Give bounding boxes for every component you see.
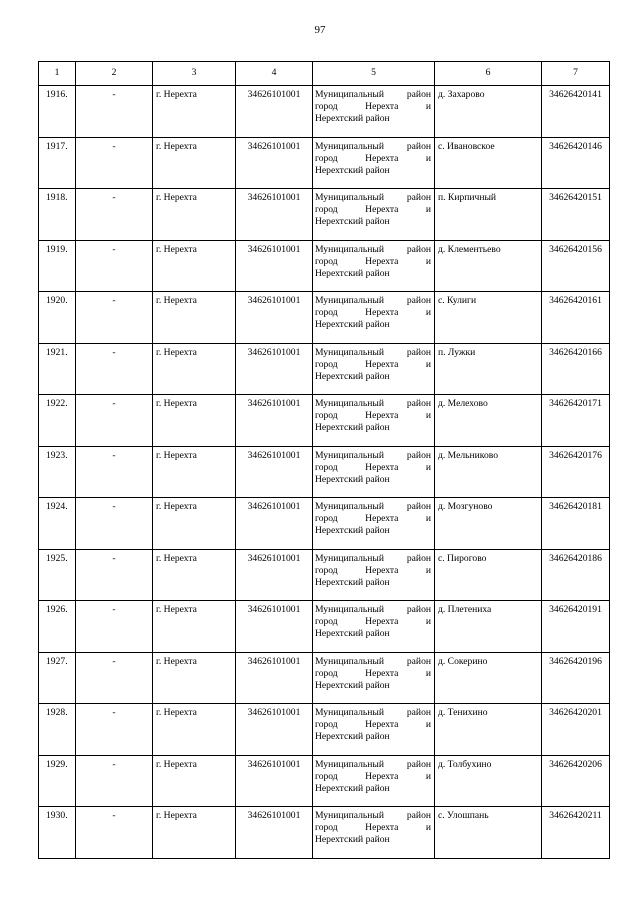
table-row bbox=[39, 755, 610, 807]
municipality-word: и bbox=[425, 667, 431, 679]
column-header: 5 bbox=[313, 62, 435, 86]
settlement-okato-code: 34626420151 bbox=[542, 189, 610, 241]
table-row bbox=[39, 807, 610, 859]
municipality-word: город bbox=[315, 616, 338, 628]
town-okato-code: 34626101001 bbox=[236, 137, 313, 189]
town-okato-code: 34626101001 bbox=[236, 343, 313, 395]
page-number: 97 bbox=[314, 24, 326, 36]
town-okato-code: 34626101001 bbox=[236, 498, 313, 550]
municipality-line-1 bbox=[315, 707, 431, 719]
row-number: 1923. bbox=[39, 446, 76, 498]
row-number: 1930. bbox=[39, 807, 76, 859]
town-name: г. Нерехта bbox=[153, 446, 236, 498]
town-name: г. Нерехта bbox=[153, 343, 236, 395]
column-2-value: - bbox=[76, 652, 153, 704]
town-name: г. Нерехта bbox=[153, 755, 236, 807]
municipality-word: город bbox=[315, 461, 338, 473]
settlement-okato-code: 34626420146 bbox=[542, 137, 610, 189]
town-name: г. Нерехта bbox=[153, 189, 236, 241]
municipality-word: Муниципальный bbox=[315, 758, 384, 770]
municipality-line-3: Нерехтский район bbox=[315, 422, 390, 434]
municipality-word: и bbox=[425, 152, 431, 164]
settlement-okato-code: 34626420141 bbox=[542, 86, 610, 138]
table-row bbox=[39, 292, 610, 344]
town-name: г. Нерехта bbox=[153, 240, 236, 292]
column-2-value: - bbox=[76, 446, 153, 498]
settlement-name: с. Пирогово bbox=[435, 549, 542, 601]
row-number: 1916. bbox=[39, 86, 76, 138]
row-number: 1920. bbox=[39, 292, 76, 344]
municipality-line-2 bbox=[315, 719, 431, 731]
town-okato-code: 34626101001 bbox=[236, 292, 313, 344]
row-number: 1922. bbox=[39, 395, 76, 447]
municipality-word: и bbox=[425, 719, 431, 731]
municipality-line-3: Нерехтский район bbox=[315, 267, 390, 279]
table-row bbox=[39, 137, 610, 189]
municipality-line-2 bbox=[315, 256, 431, 268]
settlement-name: с. Кулиги bbox=[435, 292, 542, 344]
settlement-name: д. Захарово bbox=[435, 86, 542, 138]
municipality-word: Нерехта bbox=[365, 461, 399, 473]
municipality-word: район bbox=[406, 192, 431, 203]
municipality-word: и bbox=[425, 255, 431, 267]
column-header: 6 bbox=[435, 62, 542, 86]
town-okato-code: 34626101001 bbox=[236, 86, 313, 138]
municipality-word: город bbox=[315, 358, 338, 370]
municipality-name bbox=[313, 137, 435, 189]
municipality-word: и bbox=[425, 101, 431, 113]
municipality-line-1 bbox=[315, 398, 431, 410]
town-name: г. Нерехта bbox=[153, 86, 236, 138]
municipality-name bbox=[313, 240, 435, 292]
row-number: 1921. bbox=[39, 343, 76, 395]
municipality-word: Нерехта bbox=[365, 770, 399, 782]
municipality-word: Муниципальный bbox=[315, 346, 384, 358]
municipality-line-2 bbox=[315, 616, 431, 628]
column-header: 7 bbox=[542, 62, 610, 86]
town-name: г. Нерехта bbox=[153, 652, 236, 704]
municipality-line-3: Нерехтский район bbox=[315, 628, 390, 640]
table-row bbox=[39, 601, 610, 653]
municipality-line-2 bbox=[315, 153, 431, 165]
municipality-word: район bbox=[406, 604, 431, 615]
municipality-line-3: Нерехтский район bbox=[315, 164, 390, 176]
town-okato-code: 34626101001 bbox=[236, 601, 313, 653]
town-name: г. Нерехта bbox=[153, 137, 236, 189]
municipality-word: Нерехта bbox=[365, 204, 399, 216]
municipality-word: Муниципальный bbox=[315, 89, 384, 100]
municipality-word: Нерехта bbox=[365, 719, 399, 731]
municipality-word: район bbox=[406, 810, 431, 821]
municipality-name bbox=[313, 189, 435, 241]
municipality-word: Нерехта bbox=[365, 513, 399, 525]
municipality-word: Нерехта bbox=[365, 410, 399, 422]
town-okato-code: 34626101001 bbox=[236, 704, 313, 756]
municipality-line-3: Нерехтский район bbox=[315, 679, 390, 691]
municipality-line-1 bbox=[315, 604, 431, 616]
municipality-word: и bbox=[425, 358, 431, 370]
municipality-word: Нерехта bbox=[365, 564, 399, 576]
municipality-word: город bbox=[315, 101, 338, 113]
town-name: г. Нерехта bbox=[153, 395, 236, 447]
municipality-line-2 bbox=[315, 462, 431, 474]
row-number: 1925. bbox=[39, 549, 76, 601]
municipality-word: район bbox=[406, 655, 431, 667]
town-name: г. Нерехта bbox=[153, 549, 236, 601]
municipality-word: район bbox=[406, 346, 431, 358]
settlement-okato-code: 34626420201 bbox=[542, 704, 610, 756]
municipality-word: район bbox=[406, 295, 431, 306]
municipality-word: Муниципальный bbox=[315, 243, 384, 255]
municipality-word: Муниципальный bbox=[315, 192, 384, 203]
municipality-line-3: Нерехтский район bbox=[315, 576, 390, 588]
municipality-line-2 bbox=[315, 359, 431, 371]
municipality-word: город bbox=[315, 152, 338, 164]
settlement-name: с. Ивановское bbox=[435, 137, 542, 189]
settlement-name: п. Кирпичный bbox=[435, 189, 542, 241]
municipality-line-2 bbox=[315, 410, 431, 422]
town-okato-code: 34626101001 bbox=[236, 240, 313, 292]
municipality-word: район bbox=[406, 552, 431, 564]
row-number: 1919. bbox=[39, 240, 76, 292]
municipality-word: и bbox=[425, 461, 431, 473]
municipality-line-1 bbox=[315, 656, 431, 668]
municipality-line-3: Нерехтский район bbox=[315, 370, 390, 382]
municipality-word: район bbox=[406, 449, 431, 461]
column-2-value: - bbox=[76, 704, 153, 756]
column-2-value: - bbox=[76, 86, 153, 138]
municipality-word: район bbox=[406, 140, 431, 152]
municipality-line-2 bbox=[315, 771, 431, 783]
municipality-name bbox=[313, 601, 435, 653]
town-okato-code: 34626101001 bbox=[236, 446, 313, 498]
municipality-word: город bbox=[315, 822, 338, 834]
row-number: 1928. bbox=[39, 704, 76, 756]
settlement-okato-code: 34626420186 bbox=[542, 549, 610, 601]
row-number: 1927. bbox=[39, 652, 76, 704]
settlement-okato-code: 34626420211 bbox=[542, 807, 610, 859]
municipality-name bbox=[313, 755, 435, 807]
municipality-word: город bbox=[315, 410, 338, 422]
municipality-word: Муниципальный bbox=[315, 707, 384, 718]
settlement-okato-code: 34626420156 bbox=[542, 240, 610, 292]
municipality-line-2 bbox=[315, 101, 431, 113]
column-2-value: - bbox=[76, 189, 153, 241]
row-number: 1918. bbox=[39, 189, 76, 241]
municipality-word: район bbox=[406, 707, 431, 718]
column-2-value: - bbox=[76, 292, 153, 344]
municipality-line-3: Нерехтский район bbox=[315, 782, 390, 794]
municipality-line-1 bbox=[315, 347, 431, 359]
municipality-word: Нерехта bbox=[365, 101, 399, 113]
table-row bbox=[39, 343, 610, 395]
municipality-word: Муниципальный bbox=[315, 810, 384, 821]
municipality-word: город bbox=[315, 307, 338, 319]
table-row bbox=[39, 652, 610, 704]
settlement-okato-code: 34626420166 bbox=[542, 343, 610, 395]
town-name: г. Нерехта bbox=[153, 292, 236, 344]
municipality-word: Муниципальный bbox=[315, 552, 384, 564]
column-2-value: - bbox=[76, 395, 153, 447]
municipality-line-3: Нерехтский район bbox=[315, 834, 390, 846]
municipality-word: Нерехта bbox=[365, 255, 399, 267]
municipality-word: и bbox=[425, 770, 431, 782]
municipality-name bbox=[313, 343, 435, 395]
town-okato-code: 34626101001 bbox=[236, 395, 313, 447]
municipality-name bbox=[313, 704, 435, 756]
municipality-word: Муниципальный bbox=[315, 295, 384, 306]
municipality-line-1 bbox=[315, 89, 431, 101]
settlement-okato-code: 34626420161 bbox=[542, 292, 610, 344]
town-name: г. Нерехта bbox=[153, 704, 236, 756]
settlement-okato-code: 34626420196 bbox=[542, 652, 610, 704]
settlement-name: д. Тенихино bbox=[435, 704, 542, 756]
table-row bbox=[39, 395, 610, 447]
table-row bbox=[39, 240, 610, 292]
municipality-word: Муниципальный bbox=[315, 140, 384, 152]
table-row bbox=[39, 189, 610, 241]
municipality-line-1 bbox=[315, 553, 431, 565]
column-header: 4 bbox=[236, 62, 313, 86]
row-number: 1917. bbox=[39, 137, 76, 189]
municipality-word: город bbox=[315, 204, 338, 216]
municipality-word: Нерехта bbox=[365, 307, 399, 319]
municipality-word: город bbox=[315, 564, 338, 576]
municipality-word: Муниципальный bbox=[315, 449, 384, 461]
town-okato-code: 34626101001 bbox=[236, 807, 313, 859]
municipality-line-3: Нерехтский район bbox=[315, 473, 390, 485]
column-header: 1 bbox=[39, 62, 76, 86]
municipality-name bbox=[313, 292, 435, 344]
town-okato-code: 34626101001 bbox=[236, 755, 313, 807]
municipality-line-1 bbox=[315, 810, 431, 822]
row-number: 1929. bbox=[39, 755, 76, 807]
municipality-word: и bbox=[425, 410, 431, 422]
municipality-word: и bbox=[425, 307, 431, 319]
municipality-word: Нерехта bbox=[365, 152, 399, 164]
column-header: 2 bbox=[76, 62, 153, 86]
table-header-row bbox=[39, 62, 610, 86]
municipality-word: район bbox=[406, 89, 431, 100]
settlement-okato-code: 34626420171 bbox=[542, 395, 610, 447]
column-2-value: - bbox=[76, 240, 153, 292]
municipality-word: и bbox=[425, 616, 431, 628]
municipality-word: Муниципальный bbox=[315, 501, 384, 512]
row-number: 1926. bbox=[39, 601, 76, 653]
municipality-line-3: Нерехтский район bbox=[315, 216, 390, 228]
column-2-value: - bbox=[76, 137, 153, 189]
municipality-line-3: Нерехтский район bbox=[315, 731, 390, 743]
municipality-word: Нерехта bbox=[365, 667, 399, 679]
town-okato-code: 34626101001 bbox=[236, 189, 313, 241]
settlement-name: п. Лужки bbox=[435, 343, 542, 395]
column-2-value: - bbox=[76, 807, 153, 859]
settlement-name: д. Мельниково bbox=[435, 446, 542, 498]
table-row bbox=[39, 549, 610, 601]
table-row bbox=[39, 704, 610, 756]
table-row bbox=[39, 446, 610, 498]
settlement-name: д. Клементьево bbox=[435, 240, 542, 292]
municipality-word: город bbox=[315, 667, 338, 679]
settlement-name: д. Мелехово bbox=[435, 395, 542, 447]
column-2-value: - bbox=[76, 343, 153, 395]
municipality-word: Нерехта bbox=[365, 822, 399, 834]
municipality-name bbox=[313, 446, 435, 498]
municipality-line-3: Нерехтский район bbox=[315, 113, 390, 125]
municipality-word: район bbox=[406, 501, 431, 512]
municipality-name bbox=[313, 498, 435, 550]
settlement-name: д. Сокерино bbox=[435, 652, 542, 704]
municipality-word: город bbox=[315, 255, 338, 267]
municipality-name bbox=[313, 807, 435, 859]
registry-table bbox=[38, 61, 610, 859]
municipality-word: и bbox=[425, 564, 431, 576]
municipality-name bbox=[313, 549, 435, 601]
settlement-name: д. Плетениха bbox=[435, 601, 542, 653]
municipality-word: и bbox=[425, 204, 431, 216]
town-okato-code: 34626101001 bbox=[236, 652, 313, 704]
municipality-word: Муниципальный bbox=[315, 604, 384, 615]
municipality-line-2 bbox=[315, 307, 431, 319]
municipality-line-2 bbox=[315, 668, 431, 680]
municipality-line-1 bbox=[315, 192, 431, 204]
municipality-line-1 bbox=[315, 450, 431, 462]
municipality-word: Муниципальный bbox=[315, 398, 384, 409]
municipality-word: город bbox=[315, 719, 338, 731]
municipality-line-2 bbox=[315, 565, 431, 577]
municipality-word: район bbox=[406, 243, 431, 255]
town-name: г. Нерехта bbox=[153, 601, 236, 653]
municipality-line-3: Нерехтский район bbox=[315, 319, 390, 331]
settlement-name: д. Мозгуново bbox=[435, 498, 542, 550]
column-2-value: - bbox=[76, 601, 153, 653]
municipality-word: район bbox=[406, 398, 431, 409]
municipality-word: и bbox=[425, 822, 431, 834]
municipality-line-2 bbox=[315, 513, 431, 525]
settlement-okato-code: 34626420206 bbox=[542, 755, 610, 807]
settlement-okato-code: 34626420191 bbox=[542, 601, 610, 653]
municipality-name bbox=[313, 86, 435, 138]
settlement-name: с. Улошпань bbox=[435, 807, 542, 859]
municipality-line-3: Нерехтский район bbox=[315, 525, 390, 537]
municipality-line-1 bbox=[315, 141, 431, 153]
municipality-word: и bbox=[425, 513, 431, 525]
municipality-line-1 bbox=[315, 759, 431, 771]
table-body bbox=[39, 86, 610, 859]
municipality-line-2 bbox=[315, 822, 431, 834]
municipality-name bbox=[313, 395, 435, 447]
municipality-word: Нерехта bbox=[365, 358, 399, 370]
column-2-value: - bbox=[76, 755, 153, 807]
municipality-word: Муниципальный bbox=[315, 655, 384, 667]
municipality-word: район bbox=[406, 758, 431, 770]
settlement-okato-code: 34626420176 bbox=[542, 446, 610, 498]
town-okato-code: 34626101001 bbox=[236, 549, 313, 601]
municipality-line-1 bbox=[315, 244, 431, 256]
row-number: 1924. bbox=[39, 498, 76, 550]
town-name: г. Нерехта bbox=[153, 807, 236, 859]
settlement-name: д. Толбухино bbox=[435, 755, 542, 807]
column-2-value: - bbox=[76, 498, 153, 550]
column-header: 3 bbox=[153, 62, 236, 86]
column-2-value: - bbox=[76, 549, 153, 601]
table-row bbox=[39, 86, 610, 138]
municipality-line-1 bbox=[315, 295, 431, 307]
municipality-line-2 bbox=[315, 204, 431, 216]
settlement-okato-code: 34626420181 bbox=[542, 498, 610, 550]
municipality-word: город bbox=[315, 770, 338, 782]
table-row bbox=[39, 498, 610, 550]
town-name: г. Нерехта bbox=[153, 498, 236, 550]
municipality-line-1 bbox=[315, 501, 431, 513]
municipality-name bbox=[313, 652, 435, 704]
municipality-word: Нерехта bbox=[365, 616, 399, 628]
municipality-word: город bbox=[315, 513, 338, 525]
